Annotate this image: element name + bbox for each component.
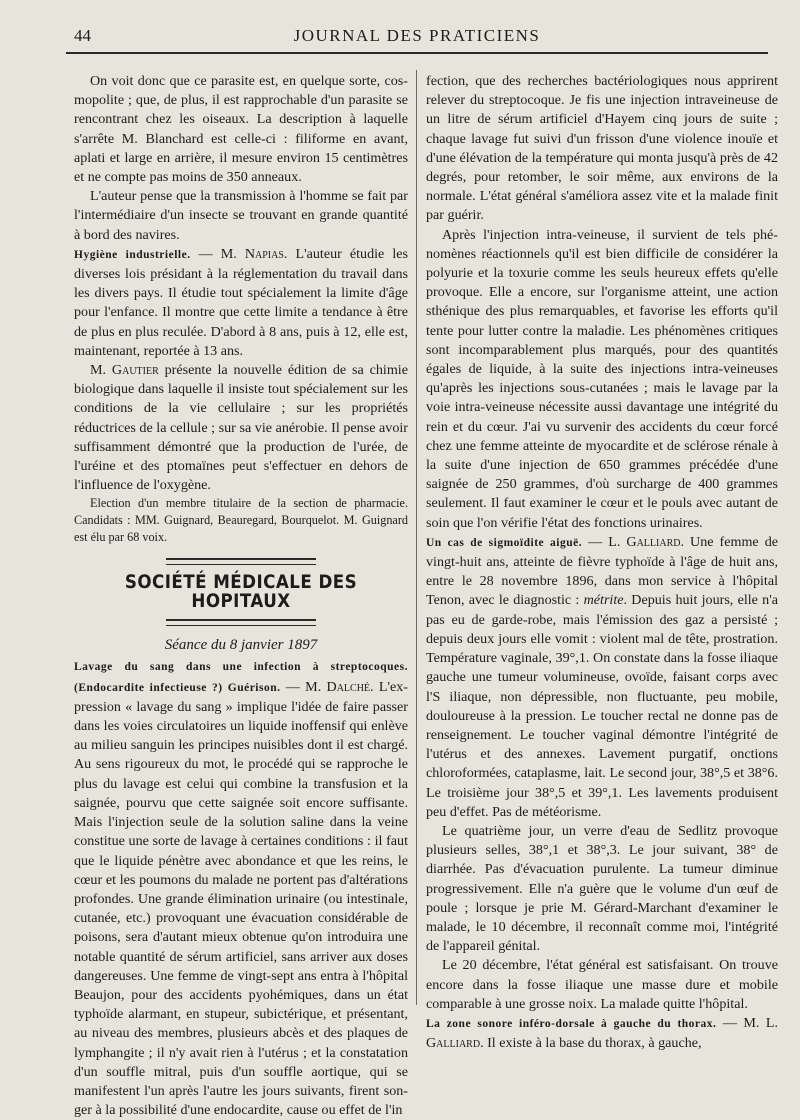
- paragraph: M. Gautier présente la nouvelle édition de sa chimie biologique dans laquelle il insiste tout spécialement sur les conditions de la vie cellulaire ; sur les propriétés réductrices de la cellule ; sur sa vie anérobie. Il pense avoir suffisamment démontré que la production de l'urée, de l'uréine et des ptomaïnes peut s'effectuer en dehors de l'influence de l'oxygène.: [74, 362, 408, 494]
- paragraph: L'auteur pense que la transmission à l'homme se fait par l'intermédiaire d'un insecte se trouvant en grande quantité à bord des navires.: [74, 188, 408, 243]
- paragraph: Election d'un membre titulaire de la section de pharmacie. Candidats : MM. Guignard, Beauregard, Bourquelot. M. Guignard est élu par 68 voix.: [74, 496, 408, 545]
- paragraph: Le 20 décembre, l'état général est satisfaisant. On trouve encore dans la fosse iliaque une masse dure et mobile comparable à une grosse noix. La malade quitte l'hôpital.: [426, 957, 778, 1012]
- page-header: [66, 22, 768, 54]
- author-name: L. Galliard: [426, 1014, 778, 1052]
- paragraph-text: présente la nouvelle édition de sa chimie biologique dans laquelle il insiste tout spécialement sur les conditions de la vie cellulaire ; sur les propriétés réductrices de la cellule ; sur sa vie anérobie. Il pense avoir suffisamment démontré que la production de l'urée, de l'uréine et des ptomaïnes peut s'effectuer en dehors de l'influence de l'oxygène.: [74, 362, 408, 494]
- paragraph: Le quatrième jour, un verre d'eau de Sedlitz provoque plusieurs selles, 38°,1 et 38°,3. Le jour suivant, 38° de diarrhée. Pas d'évacuation purulente. La tumeur diminue progressivement. Elle n'a guère que le volume d'un œuf de poule ; lorsque je prie M. Gérard-Marchant d'examiner le malade, le 10 décembre, il reconnaît comme moi, l'intégrité de l'appareil génital.: [426, 822, 778, 955]
- heading-rule: [166, 558, 316, 565]
- paragraph: Un cas de sigmoïdite aiguë. — L. Galliard. Une femme de vingt-huit ans, atteinte de fièvre typhoïde à l'âge de huit ans, entre le 28 novembre 1896, dans mon service à l'hôpital Tenon, avec le diagnostic : métrite. Depuis huit jours, elle n'a pas eu de garde-robe, mais l'émission des gaz a persisté ; depuis deux jours elle vomit : violent mal de tête, prostration. Température vaginale, 39°,1. On constate dans la fosse iliaque gauche une tumeur volumineuse, ovoïde, faisant corps avec l'S iliaque, non dépressible, non fluctuante, peu mobile, douloureuse à la pression. Le toucher rectal ne donne pas de renseignement. Le toucher vaginal démontre l'intégrité de l'utérus et des annexes. Lavement purgatif, onctions chloroformées, cataplasme, lait. Le second jour, 38°,5 et 38°6. Le troisième jour 38°,5 et 39°,1. Les lavements produisent peu d'effet. Pas de météorisme.: [426, 533, 779, 820]
- rubric-title: Un cas de sigmoïdite aiguë.: [426, 536, 583, 549]
- page-number: 44: [74, 26, 91, 45]
- left-column: [74, 72, 408, 1120]
- rubric-title: Hygiène industrielle.: [74, 248, 191, 261]
- column-divider: [416, 70, 417, 1005]
- heading-rule: [166, 619, 316, 626]
- paragraph-text: L'expression « lavage du sang » implique l'idée de faire passer dans les voies circulatoires un liquide inoffensif qui enlève au milieu sanguin les principes nuisibles dont il est chargé. Au sens rigoureux du mot, le procédé qui se rapproche le plus du lavage est celui qui combine la transfusion et la saignée, pourvu que cette saignée soit encore suffisante. Mais l'injection seule de la solution saline dans la veine constitue une sorte de lavage à certaines conditions : il faut que le liquide pénètre avec abondance et que les reins, le cœur et les poumons du malade ne portent pas d'altérations profondes. Une grande élimination urinaire (ou intestinale, cutanée, etc.) provoquant une évacuation considérable de poisons, sera d'autant mieux obtenue qu'on introduira une notable quantité de sérum artificiel, sans arriver aux doses dangereuses. Une femme de vingt-sept ans entra à l'hôpital Beaujon, pour des accidents pyohémiques, dans un état typhoïde alarmant, en stupeur, subictérique, et présentant, au niveau des membres, plusieurs abcès et des plaques de lymphangite ; il n'y avait rien à l'utérus ; et la constatation d'un souffle mitral, puis d'un souffle aortique, qui se manifestent l'un après l'autre les jours suivants, firent songer à la possibilité d'une endocardite, cause ou effet de l'in: [74, 678, 408, 1119]
- author-name: Napias: [244, 245, 284, 262]
- author-name: L. Galliard: [608, 533, 681, 550]
- author-name: Dalché: [326, 678, 371, 695]
- rubric-title: Lavage du sang dans une infection à streptocoques. (Endocardite infectieuse ?) Guérison.: [74, 661, 408, 694]
- paragraph: Lavage du sang dans une infection à streptocoques. (Endocardite infectieuse ?) Guérison. — M. Dalché. L'expression « lavage du sang » implique l'idée de faire passer dans les voies circulatoires un liquide inoffensif qui enlève au milieu sanguin les principes nuisibles dont il est chargé. Au sens rigoureux du mot, le procédé qui se rapproche le plus du lavage est celui qui combine la transfusion et la saignée, pourvu que cette saignée soit encore suffisante. Mais l'injection seule de la solution saline dans la veine constitue une sorte de lavage à certaines conditions : il faut que le liquide pénètre avec abondance et que les reins, le cœur et les poumons du malade ne portent pas d'altérations profondes. Une grande élimination urinaire (ou intestinale, cutanée, etc.) provoquant une évacuation considérable de poisons, sera d'autant mieux obtenue qu'on introduira une notable quantité de sérum artificiel, sans arriver aux doses dangereuses. Une femme de vingt-sept ans entra à l'hôpital Beaujon, pour des accidents pyohémiques, dans un état typhoïde alarmant, en stupeur, subictérique, et présentant, au niveau des membres, plusieurs abcès et des plaques de lymphangite ; il n'y avait rien à l'utérus ; et la constatation d'un souffle mitral, puis d'un souffle aortique, qui se manifestent l'un après l'autre les jours suivants, firent songer à la possibilité d'une endocardite, cause ou effet de l'in: [74, 661, 408, 1119]
- paragraph-text: L'auteur étudie les diverses lois présidant à la réglementation du travail dans les divers pays. Il étudie tout spécialement la limite d'âge pour l'enfance. Il montre que cette limite a tendance à être de plus en plus reculée. D'abord à 8 ans, puis à 12, elle est, maintenant, reportée à 13 ans.: [74, 245, 408, 359]
- paragraph: fection, que des recherches bactériologiques nous apprirent relever du streptocoque. Je fis une injection intraveineuse de un litre de sérum artificiel d'Hayem cinq jours de suite ; chaque lavage fut suivi d'un frisson d'une violence inouïe et d'une élévation de la température qui monta jusqu'à près de 42 degrés, pour retomber, le soir même, aux environs de la normale. L'état général s'améliora assez vite et la malade finit par guérir.: [426, 73, 778, 224]
- society-title: SOCIÉTÉ MÉDICALE DES HOPITAUX: [124, 570, 358, 613]
- italic-term: métrite: [583, 592, 624, 609]
- rubric-title: La zone sonore inféro-dorsale à gauche du thorax.: [426, 1017, 717, 1030]
- running-title: JOURNAL DES PRATICIENS: [293, 26, 541, 45]
- paragraph: Après l'injection intra-veineuse, il survient de tels phénomènes réactionnels qu'il est bien difficile de considérer la polyurie et la toxurie comme les seuls heureux effets qu'elle provoque. Elle a encore, sur l'organisme atteint, une action sthénique des plus remarquables, et favorise les efforts qu'il tente pour lutter contre la maladie. Les phénomènes critiques sont incomparablement plus marqués, pour des quantités égales de liquide, à la suite des injections intra-veineuses qu'après les injections sous-cutanées ; mais le lavage par la voie intra-veineuse nécessite aussi davantage une intégrité du rein et du cœur. J'ai vu survenir des accidents du cœur forcé chez une femme atteinte de myocardite et de sclérose rénale à la suite d'une injection de 650 grammes précédée d'une saignée de 250 grammes, d'où surcharge de 400 grammes seulement. Il faut examiner le cœur et le pouls avec autant de soin que l'on vérifie l'état des fonctions urinaires.: [426, 226, 778, 531]
- paragraph: Hygiène industrielle. — M. Napias. L'auteur étudie les diverses lois présidant à la réglementation du travail dans les divers pays. Il étudie tout spécialement la limite d'âge pour l'enfance. Il montre que cette limite a tendance à être de plus en plus reculée. D'abord à 8 ans, puis à 12, elle est, maintenant, reportée à 13 ans.: [74, 245, 408, 359]
- author-name: Gautier: [111, 362, 159, 379]
- right-column: [426, 72, 778, 1053]
- paragraph: La zone sonore inféro-dorsale à gauche du thorax. — M. L. Galliard. Il existe à la base du thorax, à gauche,: [426, 1014, 778, 1052]
- seance-date: Séance du 8 janvier 1897: [164, 637, 318, 654]
- paragraph-text: . Depuis huit jours, elle n'a pas eu de garde-robe, mais l'émission des gaz a persisté ; depuis deux jours elle vomit : violent mal de tête, prostration. Température vaginale, 39°,1. On constate dans la fosse iliaque gauche une tumeur volumineuse, ovoïde, faisant corps avec l'S iliaque, non dépressible, non fluctuante, peu mobile, douloureuse à la pression. Le toucher rectal ne donne pas de renseignement. Le toucher vaginal démontre l'intégrité de l'utérus et des annexes. Lavement purgatif, onctions chloroformées, cataplasme, lait. Le second jour, 38°,5 et 38°6. Le troisième jour 38°,5 et 39°,1. Les lavements produisent peu d'effet. Pas de météorisme.: [426, 592, 778, 820]
- paragraph-text: Une femme de vingt-huit ans, atteinte de fièvre typhoïde à l'âge de huit ans, entre le 28 novembre 1896, dans mon service à l'hôpital Tenon, avec le diagnostic :: [426, 533, 779, 609]
- section-heading: [74, 558, 408, 626]
- paragraph: On voit donc que ce parasite est, en quelque sorte, cosmopolite ; que, de plus, il est rapprochable d'un parasite se rencontrant chez les oiseaux. La description à laquelle s'arrête M. Blanchard est celle-ci : filiforme en avant, aplati et large en arrière, il mesure environ 15 centimètres et ne compte pas moins de 350 anneaux.: [74, 73, 408, 186]
- paragraph-text: Il existe à la base du thorax, à gauche,: [487, 1035, 702, 1052]
